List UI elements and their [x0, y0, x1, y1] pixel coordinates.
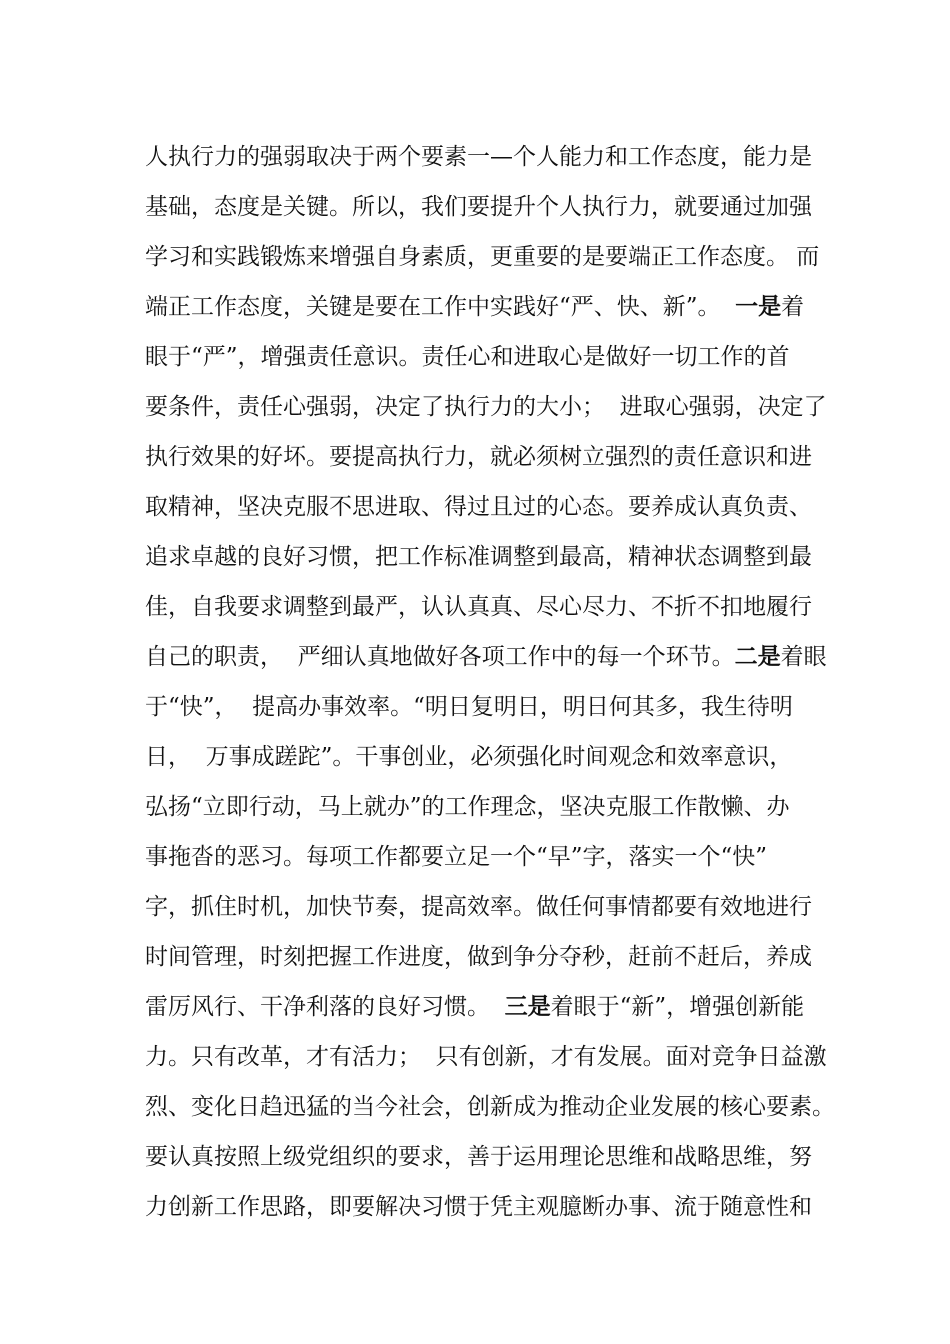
text-segment: 佳，自我要求调整到最严，认认真真、尽心尽力、不折不扣地履行 — [145, 594, 812, 620]
text-line — [145, 832, 835, 882]
text-line — [145, 532, 835, 582]
bold-heading-marker: 一是 — [735, 293, 782, 320]
text-segment: 时间管理，时刻把握工作进度，做到争分夺秒，赶前不赶后，养成 — [145, 944, 812, 970]
text-line — [145, 282, 835, 332]
text-segment: 执行效果的好坏。要提高执行力，就必须树立强烈的责任意识和进 — [145, 444, 812, 470]
text-line — [145, 732, 835, 782]
text-line — [145, 932, 835, 982]
text-line — [145, 982, 835, 1032]
text-segment: 学习和实践锻炼来增强自身素质，更重要的是要端正工作态度。 而 — [145, 244, 820, 270]
text-segment: 取精神，坚决克服不思进取、得过且过的心态。要养成认真负责、 — [145, 494, 812, 520]
text-segment: 于“快”， 提高办事效率。“明日复明日，明日何其多，我生待明 — [145, 694, 793, 720]
text-line — [145, 482, 835, 532]
bold-heading-marker: 二是 — [734, 643, 781, 670]
text-segment: 自己的职责， 严细认真地做好各项工作中的每一个环节。 — [145, 644, 735, 670]
text-line — [145, 782, 835, 832]
text-segment: 着 — [781, 294, 805, 320]
text-line — [145, 332, 835, 382]
text-segment: 日， 万事成蹉跎”。干事创业，必须强化时间观念和效率意识， — [145, 744, 793, 770]
bold-heading-marker: 三是 — [504, 993, 551, 1020]
text-line — [145, 232, 835, 282]
body-paragraph — [145, 132, 835, 1232]
text-segment: 着眼 — [780, 644, 827, 670]
text-segment: 追求卓越的良好习惯，把工作标准调整到最高，精神状态调整到最 — [145, 544, 812, 570]
text-line — [145, 132, 835, 182]
text-line — [145, 1082, 835, 1132]
text-line — [145, 1032, 835, 1082]
text-segment: 字，抓住时机，加快节奏，提高效率。做任何事情都要有效地进行 — [145, 894, 812, 920]
text-line — [145, 882, 835, 932]
text-segment: 眼于“严”，增强责任意识。责任心和进取心是做好一切工作的首 — [145, 344, 790, 370]
text-segment: 要认真按照上级党组织的要求，善于运用理论思维和战略思维，努 — [145, 1144, 812, 1170]
text-line — [145, 582, 835, 632]
text-segment: 雷厉风行、干净利落的良好习惯。 — [145, 994, 505, 1020]
text-segment: 要条件，责任心强弱，决定了执行力的大小； 进取心强弱，决定了 — [145, 394, 827, 420]
text-line — [145, 682, 835, 732]
text-segment: 力。只有改革，才有活力； 只有创新，才有发展。面对竞争日益激 — [145, 1044, 827, 1070]
text-segment: 着眼于“新”，增强创新能 — [550, 994, 805, 1020]
text-segment: 事拖沓的恶习。每项工作都要立足一个“早”字，落实一个“快” — [145, 844, 768, 870]
text-segment: 人执行力的强弱取决于两个要素一—个人能力和工作态度，能力是 — [145, 144, 812, 170]
text-line — [145, 632, 835, 682]
text-line — [145, 182, 835, 232]
text-segment: 烈、变化日趋迅猛的当今社会，创新成为推动企业发展的核心要素。 — [145, 1094, 835, 1120]
text-line — [145, 1182, 835, 1232]
text-segment: 端正工作态度，关键是要在工作中实践好“严、快、新”。 — [145, 294, 736, 320]
text-line — [145, 1132, 835, 1182]
text-segment: 力创新工作思路，即要解决习惯于凭主观臆断办事、流于随意性和 — [145, 1194, 812, 1220]
text-line — [145, 432, 835, 482]
text-segment: 基础，态度是关键。所以，我们要提升个人执行力，就要通过加强 — [145, 194, 812, 220]
text-line — [145, 382, 835, 432]
text-segment: 弘扬“立即行动，马上就办”的工作理念，坚决克服工作散懒、办 — [145, 794, 790, 820]
